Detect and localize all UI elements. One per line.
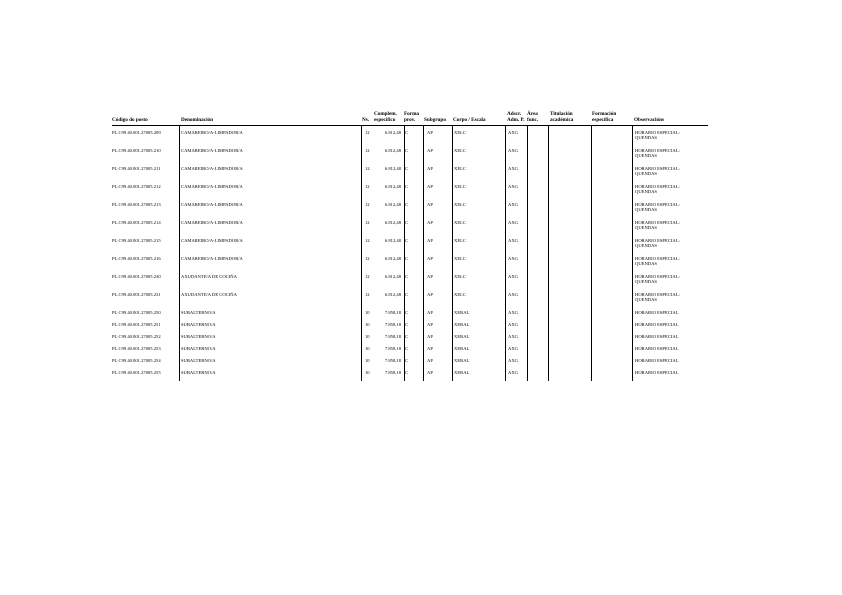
row-observacions-line1: HORARIO ESPECIAL: bbox=[635, 202, 680, 207]
row-forma: C bbox=[405, 292, 409, 297]
row-nivel: 12 bbox=[365, 292, 370, 297]
row-complemento: 7.858,18 bbox=[384, 346, 401, 351]
row-complemento: 7.858,18 bbox=[384, 358, 401, 363]
row-adscricion: AXG bbox=[508, 346, 518, 351]
row-complemento: 6.812,48 bbox=[384, 184, 401, 189]
row-denominacion: AXUDANTE/A DE COCIÑA bbox=[181, 274, 237, 279]
row-code: PL.C99.40.001.27005.213 bbox=[112, 202, 161, 207]
row-observacions-line1: HORARIO ESPECIAL: bbox=[635, 274, 680, 279]
row-observacions-line1: HORARIO ESPECIAL: bbox=[635, 220, 680, 225]
row-subgrupo: AP bbox=[427, 184, 433, 189]
row-observacions bbox=[635, 202, 680, 212]
row-adscricion: AXG bbox=[508, 148, 518, 153]
row-adscricion: AXG bbox=[508, 202, 518, 207]
row-observacions bbox=[635, 184, 680, 194]
row-denominacion: CAMAREIRO/A-LIMPADOR/A bbox=[181, 238, 243, 243]
row-forma: C bbox=[405, 334, 409, 339]
header-adscricion-line2: Adm. P. bbox=[507, 117, 525, 123]
row-observacions-line2: QUENDAS bbox=[635, 207, 657, 213]
row-complemento: 6.812,48 bbox=[384, 274, 401, 279]
row-code: PL.C99.40.001.27005.251 bbox=[112, 322, 161, 327]
header-denominacion: Denominación bbox=[181, 117, 213, 123]
row-observacions-line1: HORARIO ESPECIAL: bbox=[635, 292, 680, 297]
row-subgrupo: AP bbox=[427, 358, 433, 363]
row-adscricion: AXG bbox=[508, 310, 518, 315]
row-observacions-line1: HORARIO ESPECIAL bbox=[635, 334, 679, 339]
row-corpo: XERAL bbox=[454, 322, 470, 327]
row-forma: C bbox=[405, 202, 409, 207]
header-complemento-line2: específico bbox=[374, 117, 396, 123]
row-complemento: 6.812,48 bbox=[384, 256, 401, 261]
row-observacions-line1: HORARIO ESPECIAL bbox=[635, 322, 679, 327]
row-adscricion: AXG bbox=[508, 238, 518, 243]
row-subgrupo: AP bbox=[427, 220, 433, 225]
row-subgrupo: AP bbox=[427, 238, 433, 243]
row-corpo: XELC bbox=[454, 256, 466, 261]
row-observacions bbox=[635, 322, 679, 327]
header-complemento-line1: Complem. bbox=[374, 111, 397, 117]
row-corpo: XELC bbox=[454, 130, 466, 135]
row-observacions bbox=[635, 274, 680, 284]
header-titulacion-line2: académica bbox=[550, 117, 574, 123]
header-forma bbox=[404, 111, 419, 123]
header-rule bbox=[112, 125, 708, 126]
row-observacions bbox=[635, 166, 680, 176]
row-nivel: 12 bbox=[365, 130, 370, 135]
header-subgrupo: Subgrupo bbox=[424, 117, 446, 123]
row-observacions bbox=[635, 358, 679, 363]
row-corpo: XELC bbox=[454, 238, 466, 243]
row-forma: C bbox=[405, 130, 409, 135]
table-row bbox=[0, 274, 842, 288]
row-complemento: 7.858,18 bbox=[384, 322, 401, 327]
row-adscricion: AXG bbox=[508, 130, 518, 135]
row-observacions-line2: QUENDAS bbox=[635, 243, 657, 249]
row-code: PL.C99.40.001.27005.252 bbox=[112, 334, 161, 339]
row-code: PL.C99.40.001.27005.253 bbox=[112, 346, 161, 351]
row-denominacion: CAMAREIRO/A-LIMPADOR/A bbox=[181, 166, 243, 171]
row-subgrupo: AP bbox=[427, 274, 433, 279]
row-subgrupo: AP bbox=[427, 202, 433, 207]
row-code: PL.C99.40.001.27005.231 bbox=[112, 292, 161, 297]
table-row bbox=[0, 130, 842, 144]
row-observacions bbox=[635, 370, 679, 375]
row-complemento: 6.812,48 bbox=[384, 238, 401, 243]
row-forma: C bbox=[405, 238, 409, 243]
row-forma: C bbox=[405, 166, 409, 171]
row-observacions-line2: QUENDAS bbox=[635, 279, 657, 285]
row-adscricion: AXG bbox=[508, 256, 518, 261]
row-adscricion: AXG bbox=[508, 274, 518, 279]
header-corpo: Corpo / Escala bbox=[453, 117, 486, 123]
table-row bbox=[0, 370, 842, 384]
row-adscricion: AXG bbox=[508, 292, 518, 297]
header-nivel: Nv. bbox=[362, 117, 370, 123]
row-code: PL.C99.40.001.27005.214 bbox=[112, 220, 161, 225]
row-subgrupo: AP bbox=[427, 148, 433, 153]
row-corpo: XELC bbox=[454, 166, 466, 171]
row-observacions-line1: HORARIO ESPECIAL: bbox=[635, 166, 680, 171]
header-forma-line2: prov. bbox=[404, 117, 416, 123]
row-observacions bbox=[635, 220, 680, 230]
row-observacions-line1: HORARIO ESPECIAL: bbox=[635, 184, 680, 189]
row-complemento: 6.812,48 bbox=[384, 166, 401, 171]
header-titulacion bbox=[550, 111, 573, 123]
row-subgrupo: AP bbox=[427, 292, 433, 297]
table-row bbox=[0, 184, 842, 198]
table-row bbox=[0, 292, 842, 306]
row-denominacion: SUBALTERNO/A bbox=[181, 358, 216, 363]
row-denominacion: CAMAREIRO/A-LIMPADOR/A bbox=[181, 220, 243, 225]
row-code: PL.C99.40.001.27005.230 bbox=[112, 274, 161, 279]
row-corpo: XERAL bbox=[454, 370, 470, 375]
row-adscricion: AXG bbox=[508, 370, 518, 375]
row-complemento: 7.858,18 bbox=[384, 370, 401, 375]
header-area-line1: Área bbox=[527, 111, 538, 117]
row-forma: C bbox=[405, 310, 409, 315]
row-denominacion: CAMAREIRO/A-LIMPADOR/A bbox=[181, 184, 243, 189]
row-nivel: 12 bbox=[365, 220, 370, 225]
row-complemento: 6.812,48 bbox=[384, 292, 401, 297]
row-forma: C bbox=[405, 220, 409, 225]
row-nivel: 10 bbox=[365, 346, 370, 351]
row-nivel: 10 bbox=[365, 334, 370, 339]
row-observacions-line1: HORARIO ESPECIAL: bbox=[635, 238, 680, 243]
row-code: PL.C99.40.001.27005.215 bbox=[112, 238, 161, 243]
row-complemento: 7.858,18 bbox=[384, 334, 401, 339]
row-forma: C bbox=[405, 346, 409, 351]
row-code: PL.C99.40.001.27005.209 bbox=[112, 130, 161, 135]
row-observacions-line2: QUENDAS bbox=[635, 297, 657, 303]
row-observacions-line1: HORARIO ESPECIAL: bbox=[635, 148, 680, 153]
row-forma: C bbox=[405, 274, 409, 279]
row-corpo: XERAL bbox=[454, 310, 470, 315]
row-complemento: 7.858,18 bbox=[384, 310, 401, 315]
row-observacions-line2: QUENDAS bbox=[635, 171, 657, 177]
row-nivel: 12 bbox=[365, 274, 370, 279]
row-adscricion: AXG bbox=[508, 322, 518, 327]
row-code: PL.C99.40.001.27005.250 bbox=[112, 310, 161, 315]
row-corpo: XERAL bbox=[454, 346, 470, 351]
header-area bbox=[527, 111, 538, 123]
row-observacions-line2: QUENDAS bbox=[635, 261, 657, 267]
row-observacions bbox=[635, 130, 680, 140]
row-code: PL.C99.40.001.27005.216 bbox=[112, 256, 161, 261]
header-formacion-line2: específica bbox=[592, 117, 614, 123]
row-observacions bbox=[635, 238, 680, 248]
row-complemento: 6.812,48 bbox=[384, 130, 401, 135]
row-denominacion: SUBALTERNO/A bbox=[181, 310, 216, 315]
row-denominacion: AXUDANTE/A DE COCIÑA bbox=[181, 292, 237, 297]
row-observacions bbox=[635, 292, 680, 302]
row-forma: C bbox=[405, 184, 409, 189]
row-denominacion: CAMAREIRO/A-LIMPADOR/A bbox=[181, 130, 243, 135]
header-codigo: Código do posto bbox=[112, 117, 148, 123]
row-nivel: 12 bbox=[365, 256, 370, 261]
header-area-line2: func. bbox=[527, 117, 539, 123]
header-formacion-line1: Formación bbox=[592, 111, 617, 117]
row-observacions-line2: QUENDAS bbox=[635, 135, 657, 141]
row-denominacion: SUBALTERNO/A bbox=[181, 334, 216, 339]
row-forma: C bbox=[405, 322, 409, 327]
row-observacions bbox=[635, 148, 680, 158]
header-adscricion-line1: Adscr. bbox=[507, 111, 522, 117]
row-nivel: 12 bbox=[365, 148, 370, 153]
header-titulacion-line1: Titulación bbox=[550, 111, 573, 117]
row-forma: C bbox=[405, 148, 409, 153]
row-forma: C bbox=[405, 256, 409, 261]
row-adscricion: AXG bbox=[508, 184, 518, 189]
row-observacions-line1: HORARIO ESPECIAL bbox=[635, 310, 679, 315]
row-observacions-line1: HORARIO ESPECIAL: bbox=[635, 130, 680, 135]
row-observacions-line2: QUENDAS bbox=[635, 225, 657, 231]
row-observacions-line1: HORARIO ESPECIAL bbox=[635, 358, 679, 363]
row-code: PL.C99.40.001.27005.210 bbox=[112, 148, 161, 153]
row-observacions bbox=[635, 310, 679, 315]
row-denominacion: CAMAREIRO/A-LIMPADOR/A bbox=[181, 256, 243, 261]
row-complemento: 6.812,48 bbox=[384, 148, 401, 153]
table-row bbox=[0, 148, 842, 162]
row-corpo: XERAL bbox=[454, 334, 470, 339]
row-nivel: 12 bbox=[365, 166, 370, 171]
row-corpo: XERAL bbox=[454, 358, 470, 363]
row-observacions-line1: HORARIO ESPECIAL: bbox=[635, 256, 680, 261]
row-observacions-line1: HORARIO ESPECIAL bbox=[635, 346, 679, 351]
row-forma: C bbox=[405, 370, 409, 375]
row-adscricion: AXG bbox=[508, 220, 518, 225]
row-observacions-line2: QUENDAS bbox=[635, 189, 657, 195]
row-denominacion: SUBALTERNO/A bbox=[181, 346, 216, 351]
row-adscricion: AXG bbox=[508, 358, 518, 363]
row-subgrupo: AP bbox=[427, 370, 433, 375]
header-adscricion bbox=[507, 111, 525, 123]
row-forma: C bbox=[405, 358, 409, 363]
row-observacions-line1: HORARIO ESPECIAL bbox=[635, 370, 679, 375]
row-subgrupo: AP bbox=[427, 334, 433, 339]
header-complemento bbox=[374, 111, 397, 123]
row-subgrupo: AP bbox=[427, 346, 433, 351]
header-observacions: Observacións bbox=[634, 117, 664, 123]
table-row bbox=[0, 256, 842, 270]
table-row bbox=[0, 220, 842, 234]
row-corpo: XELC bbox=[454, 184, 466, 189]
row-nivel: 12 bbox=[365, 238, 370, 243]
row-corpo: XELC bbox=[454, 220, 466, 225]
row-nivel: 12 bbox=[365, 184, 370, 189]
row-observacions-line2: QUENDAS bbox=[635, 153, 657, 159]
table-row bbox=[0, 202, 842, 216]
row-code: PL.C99.40.001.27005.212 bbox=[112, 184, 161, 189]
row-subgrupo: AP bbox=[427, 256, 433, 261]
row-nivel: 10 bbox=[365, 370, 370, 375]
row-subgrupo: AP bbox=[427, 166, 433, 171]
row-subgrupo: AP bbox=[427, 322, 433, 327]
header-formacion bbox=[592, 111, 616, 123]
table-row bbox=[0, 166, 842, 180]
table-row bbox=[0, 238, 842, 252]
row-adscricion: AXG bbox=[508, 166, 518, 171]
row-corpo: XELC bbox=[454, 148, 466, 153]
row-denominacion: CAMAREIRO/A-LIMPADOR/A bbox=[181, 148, 243, 153]
row-denominacion: SUBALTERNO/A bbox=[181, 370, 216, 375]
row-corpo: XELC bbox=[454, 202, 466, 207]
row-observacions bbox=[635, 256, 680, 266]
row-nivel: 12 bbox=[365, 202, 370, 207]
row-code: PL.C99.40.001.27005.254 bbox=[112, 358, 161, 363]
row-nivel: 10 bbox=[365, 358, 370, 363]
row-nivel: 10 bbox=[365, 310, 370, 315]
row-observacions bbox=[635, 334, 679, 339]
row-corpo: XELC bbox=[454, 292, 466, 297]
row-subgrupo: AP bbox=[427, 310, 433, 315]
row-subgrupo: AP bbox=[427, 130, 433, 135]
header-forma-line1: Forma bbox=[404, 111, 419, 117]
row-denominacion: SUBALTERNO/A bbox=[181, 322, 216, 327]
row-adscricion: AXG bbox=[508, 334, 518, 339]
row-corpo: XELC bbox=[454, 274, 466, 279]
row-complemento: 6.812,48 bbox=[384, 202, 401, 207]
row-complemento: 6.812,48 bbox=[384, 220, 401, 225]
row-nivel: 10 bbox=[365, 322, 370, 327]
row-code: PL.C99.40.001.27005.255 bbox=[112, 370, 161, 375]
row-code: PL.C99.40.001.27005.211 bbox=[112, 166, 161, 171]
row-denominacion: CAMAREIRO/A-LIMPADOR/A bbox=[181, 202, 243, 207]
row-observacions bbox=[635, 346, 679, 351]
